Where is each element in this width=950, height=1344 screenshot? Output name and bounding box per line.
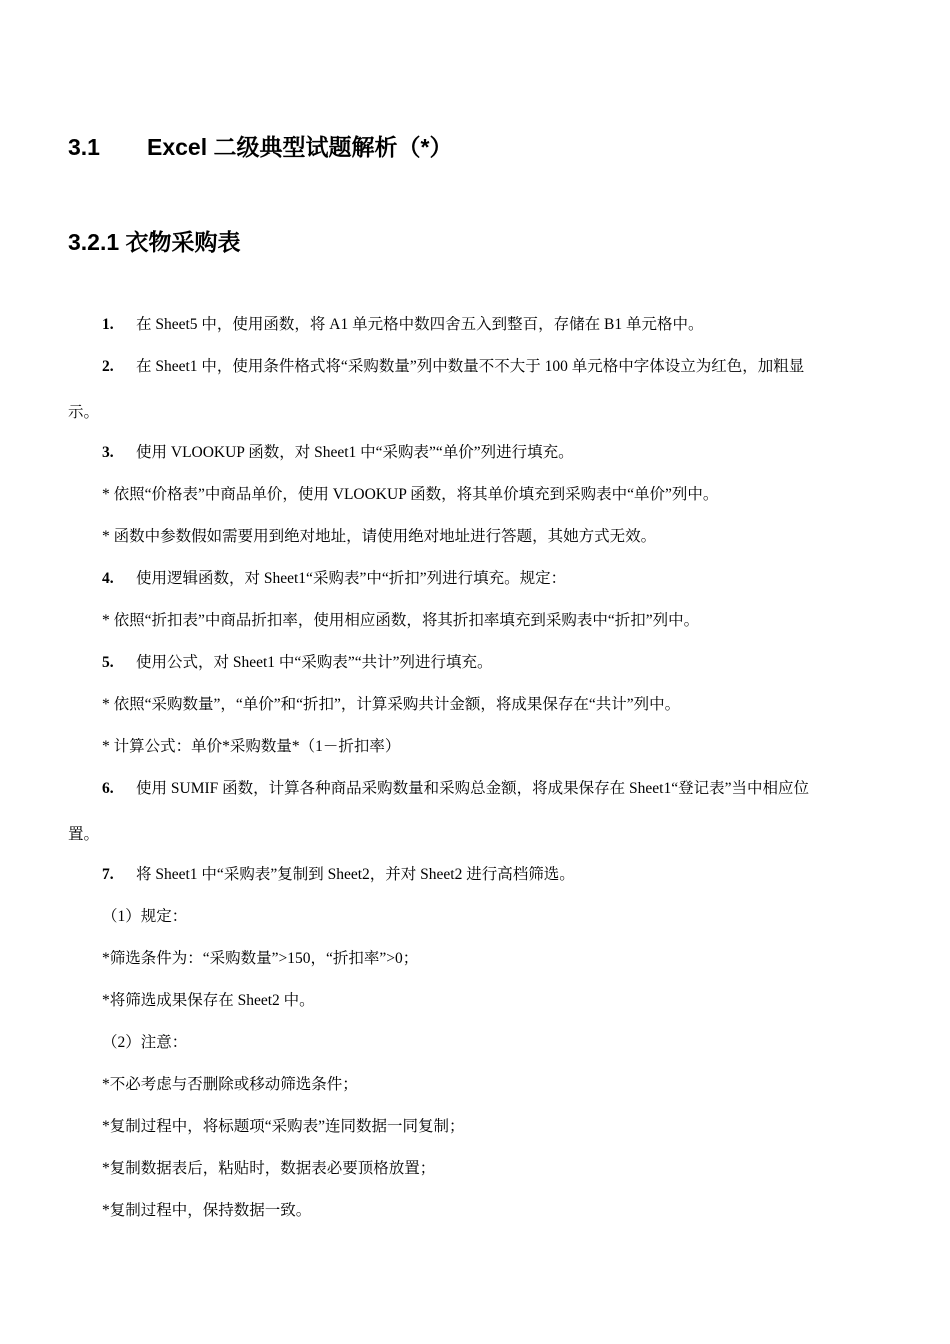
- item-number: 1.: [102, 316, 114, 333]
- task-subheading: （2）注意：: [102, 1034, 188, 1051]
- task-note: *复制过程中，保持数据一致。: [102, 1202, 312, 1219]
- item-number: 5.: [102, 654, 114, 671]
- task-subheading: （1）规定：: [102, 908, 188, 925]
- item-number: 4.: [102, 570, 114, 587]
- item-text: 使用 VLOOKUP 函数，对 Sheet1 中“采购表”“单价”列进行填充。: [136, 444, 574, 461]
- item-text: 在 Sheet5 中，使用函数，将 A1 单元格中数四舍五入到整百，存储在 B1 单元格中。: [136, 316, 704, 333]
- task-note: * 函数中参数假如需要用到绝对地址，请使用绝对地址进行答题，其她方式无效。: [102, 528, 657, 545]
- task-note: *复制数据表后，粘贴时，数据表必要顶格放置；: [102, 1160, 436, 1177]
- task-item-4: [102, 569, 917, 589]
- item-text: 将 Sheet1 中“采购表”复制到 Sheet2，并对 Sheet2 进行高档筛选。: [136, 866, 575, 883]
- task-item-5: [102, 653, 917, 673]
- task-item-6-continuation: 置。: [68, 826, 100, 843]
- task-note: *复制过程中，将标题项“采购表”连同数据一同复制；: [102, 1118, 465, 1135]
- item-number: 6.: [102, 780, 114, 797]
- task-note: * 依照“采购数量”，“单价”和“折扣”，计算采购共计金额，将成果保存在“共计”列中。: [102, 696, 681, 713]
- item-text: 使用 SUMIF 函数，计算各种商品采购数量和采购总金额，将成果保存在 Sheet1“登记表”当中相应位: [136, 780, 809, 797]
- item-text: 使用公式，对 Sheet1 中“采购表”“共计”列进行填充。: [136, 654, 493, 671]
- item-number: 7.: [102, 866, 114, 883]
- subsection-heading: 3.2.1 衣物采购表: [68, 229, 241, 255]
- task-item-3: [102, 443, 917, 463]
- task-note: *将筛选成果保存在 Sheet2 中。: [102, 992, 315, 1009]
- item-number: 2.: [102, 358, 114, 375]
- item-text: 在 Sheet1 中，使用条件格式将“采购数量”列中数量不不大于 100 单元格中字体设立为红色，加粗显: [136, 358, 805, 375]
- task-note: * 计算公式：单价*采购数量*（1－折扣率）: [102, 738, 401, 755]
- item-text: 使用逻辑函数，对 Sheet1“采购表”中“折扣”列进行填充。规定：: [136, 570, 567, 587]
- task-item-6: [102, 779, 917, 799]
- task-item-1: [102, 315, 917, 335]
- task-note: * 依照“折扣表”中商品折扣率，使用相应函数，将其折扣率填充到采购表中“折扣”列中。: [102, 612, 700, 629]
- section-number: 3.1: [68, 134, 100, 160]
- task-note: *不必考虑与否删除或移动筛选条件；: [102, 1076, 358, 1093]
- task-item-2: [102, 357, 917, 377]
- task-item-2-continuation: 示。: [68, 404, 100, 421]
- task-note: *筛选条件为：“采购数量”>150，“折扣率”>0；: [102, 950, 419, 967]
- section-heading: [68, 132, 452, 162]
- task-note: * 依照“价格表”中商品单价，使用 VLOOKUP 函数，将其单价填充到采购表中“单价”列中。: [102, 486, 719, 503]
- section-title: Excel 二级典型试题解析（*）: [147, 134, 453, 160]
- item-number: 3.: [102, 444, 114, 461]
- task-item-7: [102, 865, 917, 885]
